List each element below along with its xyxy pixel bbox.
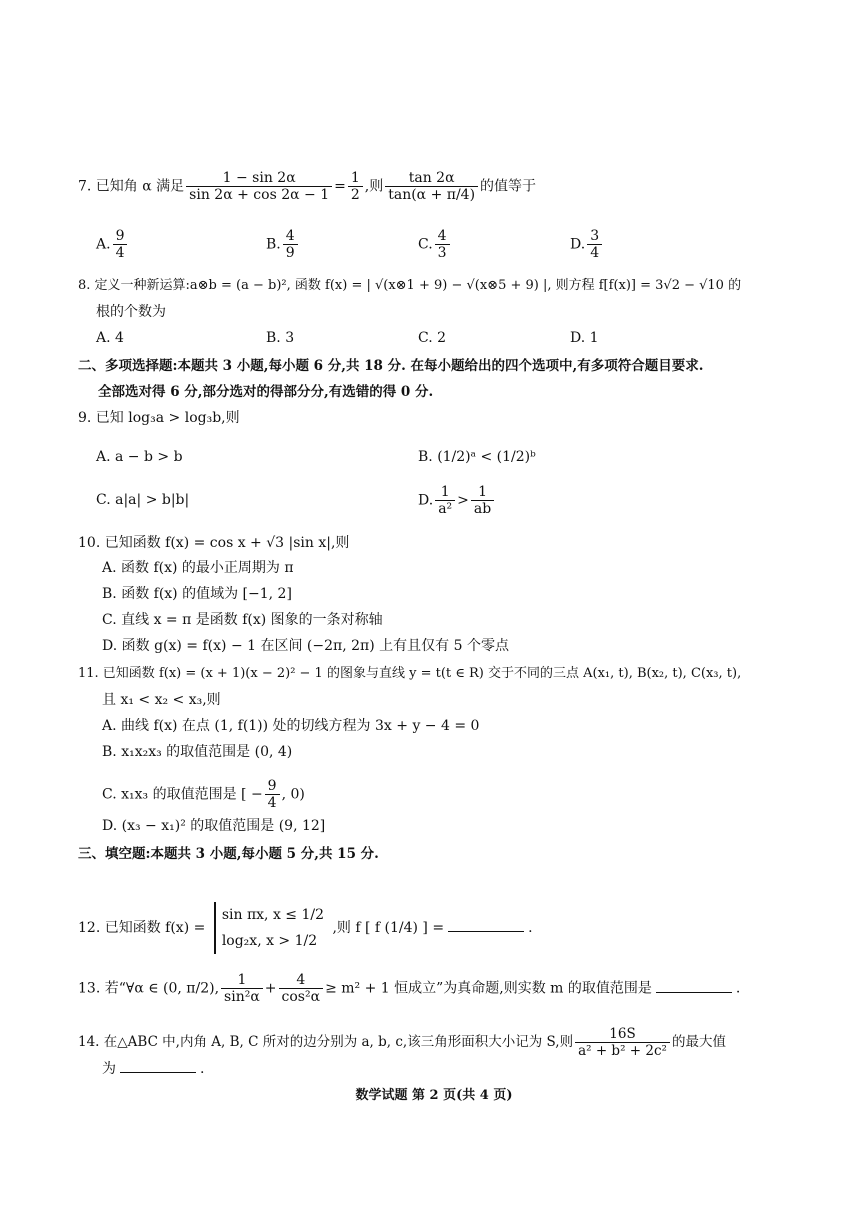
q7-option-a: A. $\frac{9}{4}$ [96,228,129,261]
q14-answer-blank[interactable] [120,1058,196,1073]
section-2-heading: 二、多项选择题:本题共 3 小题,每小题 6 分,共 18 分. 在每小题给出的四个选项中,有多项符合题目要求. [78,358,704,374]
question-14-line-1: 14. 在△ABC 中,内角 A, B, C 所对的边分别为 a, b, c,该三角形面积大小记为 S,则 $\frac{16S}{\text{a² + b² + 2c²}}$ 的最大值 [78,1026,726,1059]
q7-fraction-2: $\frac{\tan 2\alpha}{\tan(\alpha + \pi/4)}$ [385,170,478,203]
q10-option-d: D. 函数 g(x) = f(x) − 1 在区间 (−2π, 2π) 上有且仅有 5 个零点 [102,638,509,654]
question-8-line-2: 根的个数为 [96,304,166,320]
q11-option-c: C. x₁x₃ 的取值范围是 [ − $\frac{9}{4}$ , 0) [102,778,305,811]
q12-answer-blank[interactable] [448,917,524,932]
q8-option-a: A. 4 [96,330,124,346]
q13-answer-blank[interactable] [656,978,732,993]
q9-option-d: D. $\frac{1}{\text{a²}}$ > $\frac{1}{ab}$ [418,484,496,517]
question-13: 13. 若“∀α ∈ (0, π/2), $\frac{1}{\text{sin²α}}$ + $\frac{4}{\text{cos²α}}$ ≥ m² + 1 恒成立”为真命题,则实数 m 的取值范围是 . [78,972,741,1005]
question-8-line-1: 8. 定义一种新运算:a⊗b = (a − b)², 函数 f(x) = | √(x⊗1 + 9) − √(x⊗5 + 9) |, 则方程 f[f(x)] = 3√2 − √10 的 [78,278,742,293]
q8-option-b: B. 3 [266,330,295,346]
q9-option-c: C. a|a| > b|b| [96,492,190,508]
q7-option-d: D. $\frac{3}{4}$ [570,228,604,261]
q8-option-c: C. 2 [418,330,447,346]
q9-option-b: B. (1/2)ᵃ < (1/2)ᵇ [418,449,536,465]
question-14-line-2: 为 . [102,1058,204,1079]
q11-option-a: A. 曲线 f(x) 在点 (1, f(1)) 处的切线方程为 3x + y − 4 = 0 [102,718,480,734]
question-11-line-1: 11. 已知函数 f(x) = (x + 1)(x − 2)² − 1 的图象与直线 y = t(t ∈ R) 交于不同的三点 A(x₁, t), B(x₂, t), C(x₃, t), [78,666,742,681]
question-12: 12. 已知函数 f(x) = sin πx, x ≤ 1/2 log₂x, x > 1/2 ,则 f [ f (1/4) ] = . [78,902,533,954]
question-11-line-2: 且 x₁ < x₂ < x₃,则 [102,692,221,708]
q7-prefix: 7. 已知角 α 满足 [78,178,185,195]
q7-option-c: C. $\frac{4}{3}$ [418,228,452,261]
q11-option-b: B. x₁x₂x₃ 的取值范围是 (0, 4) [102,744,293,760]
section-3-heading: 三、填空题:本题共 3 小题,每小题 5 分,共 15 分. [78,846,379,862]
q10-option-a: A. 函数 f(x) 的最小正周期为 π [102,560,294,576]
question-10: 10. 已知函数 f(x) = cos x + √3 |sin x|,则 [78,535,350,551]
q7-fraction-1: $\frac{1 - \sin 2\alpha}{\sin 2\alpha + \cos 2\alpha - 1}$ [186,170,332,203]
q7-fraction-half: $\frac{1}{2}$ [348,170,363,203]
page-footer: 数学试题 第 2 页(共 4 页) [355,1088,513,1103]
q7-option-b: B. $\frac{4}{9}$ [266,228,300,261]
question-7: 7. 已知角 α 满足 $\frac{1 - \sin 2\alpha}{\sin 2\alpha + \cos 2\alpha - 1}$ = $\frac{1}{2}$ ,则 $\frac{\tan 2\alpha}{\tan(\alpha + \pi/4)}$ 的值等于 [78,170,537,203]
question-9: 9. 已知 log₃a > log₃b,则 [78,410,240,426]
q12-piecewise-cases: sin πx, x ≤ 1/2 log₂x, x > 1/2 [214,902,324,954]
q9-option-a: A. a − b > b [96,449,183,465]
q10-option-c: C. 直线 x = π 是函数 f(x) 图象的一条对称轴 [102,612,383,628]
q8-option-d: D. 1 [570,330,599,346]
q11-option-d: D. (x₃ − x₁)² 的取值范围是 (9, 12] [102,818,326,834]
q10-option-b: B. 函数 f(x) 的值域为 [−1, 2] [102,586,292,602]
section-2-subheading: 全部选对得 6 分,部分选对的得部分分,有选错的得 0 分. [98,384,434,400]
